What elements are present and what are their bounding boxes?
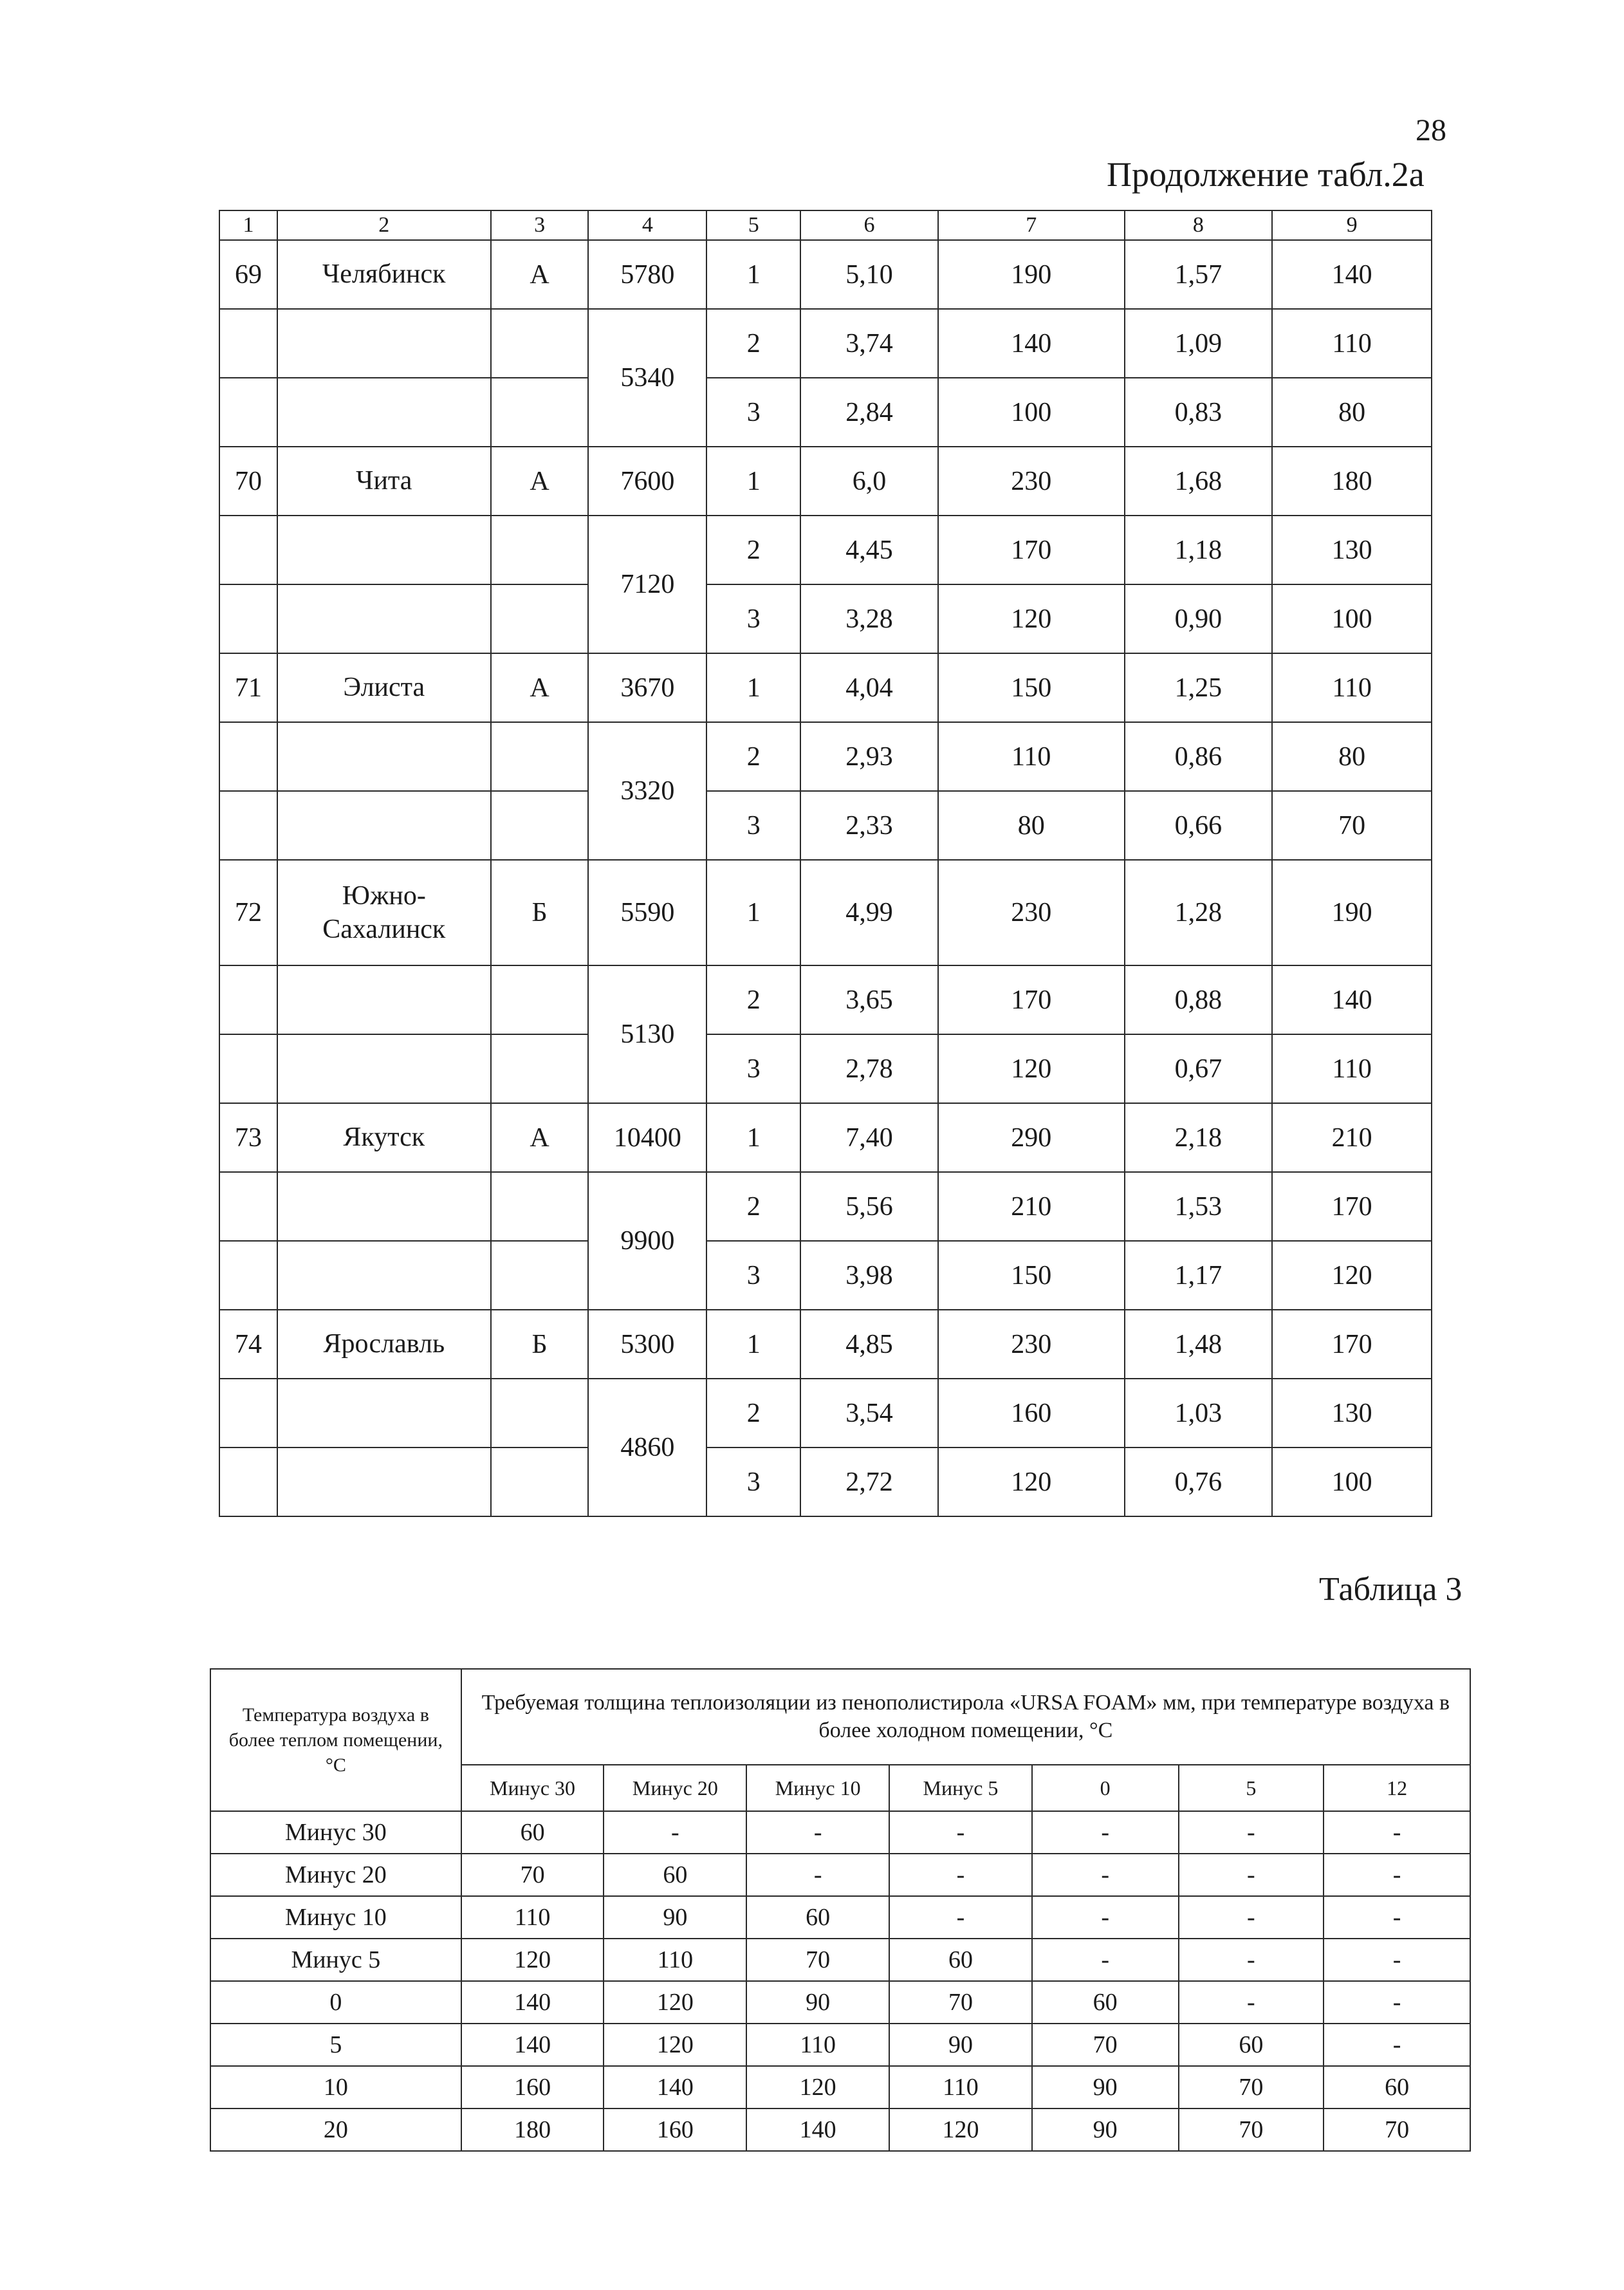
insulation-thickness: 110 — [604, 1939, 746, 1981]
value-col-9: 110 — [1272, 309, 1432, 378]
city-name-line: Сахалинск — [322, 915, 446, 944]
insulation-thickness: 60 — [1032, 1981, 1179, 2024]
insulation-thickness: 90 — [1032, 2066, 1179, 2108]
degree-days: 3320 — [588, 722, 706, 860]
table-row — [210, 1939, 1470, 1981]
city-name: Ярославль — [277, 1310, 491, 1379]
value-col-9: 80 — [1272, 722, 1432, 791]
value-col-8: 1,18 — [1125, 516, 1273, 584]
insulation-thickness: - — [1324, 1981, 1470, 2024]
insulation-thickness: 180 — [461, 2108, 604, 2151]
table-3-caption: Таблица 3 — [1319, 1571, 1463, 1608]
column-number-header: 1 — [219, 210, 277, 240]
value-col-8: 0,67 — [1125, 1034, 1273, 1103]
table-row — [210, 1981, 1470, 2024]
empty-cell — [491, 722, 589, 791]
empty-cell — [491, 1379, 589, 1448]
warm-room-temperature: Минус 5 — [210, 1939, 461, 1981]
zone: А — [491, 1103, 589, 1172]
table-row — [219, 1448, 1432, 1516]
zone: А — [491, 653, 589, 722]
insulation-thickness: - — [1032, 1854, 1179, 1896]
table-row — [219, 653, 1432, 722]
insulation-thickness: 120 — [889, 2108, 1032, 2151]
table-3-header-row — [210, 1669, 1470, 1765]
value-col-7: 140 — [938, 309, 1125, 378]
empty-cell — [491, 1034, 589, 1103]
city-name: Якутск — [277, 1103, 491, 1172]
insulation-thickness: 60 — [604, 1854, 746, 1896]
insulation-thickness: 70 — [1324, 2108, 1470, 2151]
table-row — [219, 791, 1432, 860]
empty-cell — [277, 378, 491, 447]
value-col-8: 0,86 — [1125, 722, 1273, 791]
value-col-8: 2,18 — [1125, 1103, 1273, 1172]
insulation-thickness: 90 — [1032, 2108, 1179, 2151]
table-row — [219, 240, 1432, 309]
empty-cell — [219, 1172, 277, 1241]
value-col-7: 170 — [938, 516, 1125, 584]
value-col-7: 80 — [938, 791, 1125, 860]
value-col-8: 1,09 — [1125, 309, 1273, 378]
variant: 2 — [706, 722, 800, 791]
insulation-thickness: - — [604, 1811, 746, 1854]
variant: 1 — [706, 1103, 800, 1172]
value-col-7: 210 — [938, 1172, 1125, 1241]
value-col-8: 1,68 — [1125, 447, 1273, 516]
table-row — [210, 2108, 1470, 2151]
empty-cell — [219, 1034, 277, 1103]
value-col-9: 210 — [1272, 1103, 1432, 1172]
value-col-6: 2,33 — [800, 791, 938, 860]
table-row — [219, 1103, 1432, 1172]
variant: 1 — [706, 240, 800, 309]
insulation-thickness: 70 — [461, 1854, 604, 1896]
value-col-7: 100 — [938, 378, 1125, 447]
page-number: 28 — [1416, 113, 1446, 147]
insulation-thickness: - — [746, 1811, 889, 1854]
value-col-9: 80 — [1272, 378, 1432, 447]
value-col-8: 1,25 — [1125, 653, 1273, 722]
degree-days: 5340 — [588, 309, 706, 447]
degree-days: 5590 — [588, 860, 706, 965]
column-number-header: 9 — [1272, 210, 1432, 240]
row-number: 73 — [219, 1103, 277, 1172]
value-col-6: 3,54 — [800, 1379, 938, 1448]
value-col-6: 4,45 — [800, 516, 938, 584]
insulation-thickness: 120 — [461, 1939, 604, 1981]
empty-cell — [219, 1241, 277, 1310]
value-col-9: 110 — [1272, 1034, 1432, 1103]
value-col-6: 2,84 — [800, 378, 938, 447]
variant: 2 — [706, 1172, 800, 1241]
insulation-thickness: - — [1179, 1811, 1324, 1854]
cold-room-temperature-header: 0 — [1032, 1765, 1179, 1811]
empty-cell — [219, 584, 277, 653]
zone: А — [491, 447, 589, 516]
value-col-7: 150 — [938, 653, 1125, 722]
insulation-thickness: 60 — [461, 1811, 604, 1854]
insulation-thickness: 110 — [889, 2066, 1032, 2108]
empty-cell — [219, 1379, 277, 1448]
value-col-9: 140 — [1272, 965, 1432, 1034]
warm-room-temperature: 10 — [210, 2066, 461, 2108]
table-row — [219, 1034, 1432, 1103]
insulation-thickness: - — [1179, 1854, 1324, 1896]
value-col-9: 170 — [1272, 1172, 1432, 1241]
table-row — [219, 722, 1432, 791]
value-col-8: 0,88 — [1125, 965, 1273, 1034]
value-col-7: 120 — [938, 1448, 1125, 1516]
value-col-7: 120 — [938, 584, 1125, 653]
value-col-7: 120 — [938, 1034, 1125, 1103]
city-name-line: Южно- — [342, 880, 426, 911]
value-col-7: 190 — [938, 240, 1125, 309]
value-col-7: 160 — [938, 1379, 1125, 1448]
empty-cell — [277, 722, 491, 791]
warm-room-temperature: 5 — [210, 2024, 461, 2066]
insulation-thickness: - — [889, 1811, 1032, 1854]
city-name: Элиста — [277, 653, 491, 722]
cold-room-temperature-header: Минус 5 — [889, 1765, 1032, 1811]
row-number: 71 — [219, 653, 277, 722]
value-col-6: 4,85 — [800, 1310, 938, 1379]
required-thickness-header: Требуемая толщина теплоизоляции из пенополистирола «URSA FOAM» мм, при температуре воздуха в более холодном помещении, °С — [461, 1669, 1470, 1765]
empty-cell — [277, 1034, 491, 1103]
table-row — [219, 584, 1432, 653]
empty-cell — [491, 584, 589, 653]
warm-room-temperature-header: Температура воздуха в более теплом помещении, °С — [210, 1669, 461, 1811]
degree-days: 5780 — [588, 240, 706, 309]
value-col-8: 1,57 — [1125, 240, 1273, 309]
value-col-7: 230 — [938, 860, 1125, 965]
degree-days: 7120 — [588, 516, 706, 653]
value-col-6: 3,28 — [800, 584, 938, 653]
column-number-header: 2 — [277, 210, 491, 240]
value-col-6: 3,65 — [800, 965, 938, 1034]
variant: 3 — [706, 791, 800, 860]
value-col-9: 70 — [1272, 791, 1432, 860]
empty-cell — [277, 1379, 491, 1448]
empty-cell — [277, 1448, 491, 1516]
insulation-thickness: - — [1032, 1896, 1179, 1939]
value-col-9: 110 — [1272, 653, 1432, 722]
cold-room-temperature-header: 5 — [1179, 1765, 1324, 1811]
row-number: 69 — [219, 240, 277, 309]
value-col-8: 0,90 — [1125, 584, 1273, 653]
empty-cell — [219, 516, 277, 584]
empty-cell — [491, 1241, 589, 1310]
insulation-thickness: 90 — [746, 1981, 889, 2024]
column-number-header: 8 — [1125, 210, 1273, 240]
empty-cell — [277, 1241, 491, 1310]
value-col-6: 2,72 — [800, 1448, 938, 1516]
empty-cell — [491, 516, 589, 584]
insulation-thickness: - — [1324, 2024, 1470, 2066]
variant: 3 — [706, 1241, 800, 1310]
table-row — [219, 1241, 1432, 1310]
value-col-8: 1,48 — [1125, 1310, 1273, 1379]
table-2a — [219, 210, 1432, 1517]
value-col-8: 1,17 — [1125, 1241, 1273, 1310]
value-col-7: 170 — [938, 965, 1125, 1034]
variant: 2 — [706, 516, 800, 584]
insulation-thickness: 140 — [604, 2066, 746, 2108]
table-3 — [210, 1668, 1471, 2152]
empty-cell — [491, 1172, 589, 1241]
variant: 3 — [706, 1448, 800, 1516]
variant: 1 — [706, 1310, 800, 1379]
insulation-thickness: 140 — [746, 2108, 889, 2151]
value-col-7: 290 — [938, 1103, 1125, 1172]
variant: 1 — [706, 447, 800, 516]
degree-days: 3670 — [588, 653, 706, 722]
variant: 2 — [706, 965, 800, 1034]
value-col-8: 1,28 — [1125, 860, 1273, 965]
insulation-thickness: 160 — [604, 2108, 746, 2151]
warm-room-temperature: 0 — [210, 1981, 461, 2024]
insulation-thickness: - — [1179, 1939, 1324, 1981]
table-row — [219, 1379, 1432, 1448]
insulation-thickness: 120 — [604, 2024, 746, 2066]
insulation-thickness: 70 — [889, 1981, 1032, 2024]
insulation-thickness: 90 — [604, 1896, 746, 1939]
insulation-thickness: - — [1324, 1939, 1470, 1981]
table-row — [219, 1172, 1432, 1241]
empty-cell — [219, 965, 277, 1034]
zone: Б — [491, 860, 589, 965]
table-row — [210, 1811, 1470, 1854]
value-col-6: 3,74 — [800, 309, 938, 378]
empty-cell — [219, 309, 277, 378]
warm-room-temperature: Минус 20 — [210, 1854, 461, 1896]
column-number-header: 3 — [491, 210, 589, 240]
value-col-9: 130 — [1272, 516, 1432, 584]
insulation-thickness: - — [1179, 1981, 1324, 2024]
empty-cell — [491, 1448, 589, 1516]
table-row — [219, 378, 1432, 447]
insulation-thickness: - — [1032, 1939, 1179, 1981]
insulation-thickness: - — [889, 1896, 1032, 1939]
value-col-8: 0,66 — [1125, 791, 1273, 860]
cold-room-temperature-header: 12 — [1324, 1765, 1470, 1811]
cold-room-temperature-header: Минус 30 — [461, 1765, 604, 1811]
row-number: 74 — [219, 1310, 277, 1379]
insulation-thickness: 70 — [1179, 2066, 1324, 2108]
value-col-6: 2,93 — [800, 722, 938, 791]
variant: 3 — [706, 1034, 800, 1103]
insulation-thickness: 160 — [461, 2066, 604, 2108]
empty-cell — [219, 791, 277, 860]
value-col-8: 1,03 — [1125, 1379, 1273, 1448]
insulation-thickness: - — [1324, 1896, 1470, 1939]
column-number-header: 5 — [706, 210, 800, 240]
insulation-thickness: 60 — [746, 1896, 889, 1939]
empty-cell — [277, 791, 491, 860]
insulation-thickness: 110 — [461, 1896, 604, 1939]
empty-cell — [219, 1448, 277, 1516]
value-col-9: 100 — [1272, 584, 1432, 653]
degree-days: 10400 — [588, 1103, 706, 1172]
variant: 2 — [706, 1379, 800, 1448]
value-col-7: 150 — [938, 1241, 1125, 1310]
value-col-6: 5,56 — [800, 1172, 938, 1241]
value-col-9: 120 — [1272, 1241, 1432, 1310]
warm-room-temperature: 20 — [210, 2108, 461, 2151]
empty-cell — [491, 309, 589, 378]
degree-days: 7600 — [588, 447, 706, 516]
table-row — [219, 965, 1432, 1034]
value-col-6: 3,98 — [800, 1241, 938, 1310]
value-col-9: 100 — [1272, 1448, 1432, 1516]
value-col-6: 7,40 — [800, 1103, 938, 1172]
variant: 2 — [706, 309, 800, 378]
warm-room-temperature: Минус 10 — [210, 1896, 461, 1939]
degree-days: 5300 — [588, 1310, 706, 1379]
value-col-8: 0,83 — [1125, 378, 1273, 447]
column-number-header: 7 — [938, 210, 1125, 240]
insulation-thickness: 70 — [1032, 2024, 1179, 2066]
cold-room-temperature-header: Минус 10 — [746, 1765, 889, 1811]
table-row — [210, 2066, 1470, 2108]
empty-cell — [219, 378, 277, 447]
value-col-9: 170 — [1272, 1310, 1432, 1379]
value-col-6: 4,04 — [800, 653, 938, 722]
row-number: 70 — [219, 447, 277, 516]
table-row — [219, 516, 1432, 584]
value-col-7: 230 — [938, 447, 1125, 516]
column-number-header: 4 — [588, 210, 706, 240]
value-col-7: 230 — [938, 1310, 1125, 1379]
insulation-thickness: 70 — [1179, 2108, 1324, 2151]
empty-cell — [491, 378, 589, 447]
value-col-6: 5,10 — [800, 240, 938, 309]
value-col-9: 190 — [1272, 860, 1432, 965]
insulation-thickness: 60 — [1324, 2066, 1470, 2108]
city-name: Чита — [277, 447, 491, 516]
insulation-thickness: - — [746, 1854, 889, 1896]
insulation-thickness: - — [889, 1854, 1032, 1896]
degree-days: 4860 — [588, 1379, 706, 1516]
empty-cell — [219, 722, 277, 791]
empty-cell — [491, 791, 589, 860]
degree-days: 9900 — [588, 1172, 706, 1310]
insulation-thickness: - — [1032, 1811, 1179, 1854]
variant: 3 — [706, 378, 800, 447]
insulation-thickness: - — [1324, 1811, 1470, 1854]
insulation-thickness: 140 — [461, 1981, 604, 2024]
empty-cell — [491, 965, 589, 1034]
insulation-thickness: 110 — [746, 2024, 889, 2066]
value-col-6: 4,99 — [800, 860, 938, 965]
table-continuation-title: Продолжение табл.2а — [1107, 155, 1425, 194]
insulation-thickness: 90 — [889, 2024, 1032, 2066]
table-2a-header-row — [219, 210, 1432, 240]
variant: 1 — [706, 860, 800, 965]
city-name: Челябинск — [277, 240, 491, 309]
table-row — [210, 1896, 1470, 1939]
city-name — [277, 860, 491, 965]
table-row — [219, 860, 1432, 965]
insulation-thickness: - — [1324, 1854, 1470, 1896]
table-row — [210, 1854, 1470, 1896]
insulation-thickness: 60 — [1179, 2024, 1324, 2066]
value-col-8: 0,76 — [1125, 1448, 1273, 1516]
value-col-8: 1,53 — [1125, 1172, 1273, 1241]
variant: 1 — [706, 653, 800, 722]
empty-cell — [277, 516, 491, 584]
value-col-9: 140 — [1272, 240, 1432, 309]
table-row — [219, 447, 1432, 516]
table-row — [219, 309, 1432, 378]
value-col-6: 6,0 — [800, 447, 938, 516]
insulation-thickness: 70 — [746, 1939, 889, 1981]
row-number: 72 — [219, 860, 277, 965]
zone: Б — [491, 1310, 589, 1379]
value-col-6: 2,78 — [800, 1034, 938, 1103]
empty-cell — [277, 309, 491, 378]
table-row — [219, 1310, 1432, 1379]
empty-cell — [277, 584, 491, 653]
value-col-9: 130 — [1272, 1379, 1432, 1448]
insulation-thickness: 120 — [604, 1981, 746, 2024]
insulation-thickness: 120 — [746, 2066, 889, 2108]
table-row — [210, 2024, 1470, 2066]
cold-room-temperature-header: Минус 20 — [604, 1765, 746, 1811]
variant: 3 — [706, 584, 800, 653]
insulation-thickness: 60 — [889, 1939, 1032, 1981]
insulation-thickness: - — [1179, 1896, 1324, 1939]
degree-days: 5130 — [588, 965, 706, 1103]
warm-room-temperature: Минус 30 — [210, 1811, 461, 1854]
insulation-thickness: 140 — [461, 2024, 604, 2066]
zone: А — [491, 240, 589, 309]
column-number-header: 6 — [800, 210, 938, 240]
value-col-9: 180 — [1272, 447, 1432, 516]
value-col-7: 110 — [938, 722, 1125, 791]
empty-cell — [277, 1172, 491, 1241]
empty-cell — [277, 965, 491, 1034]
